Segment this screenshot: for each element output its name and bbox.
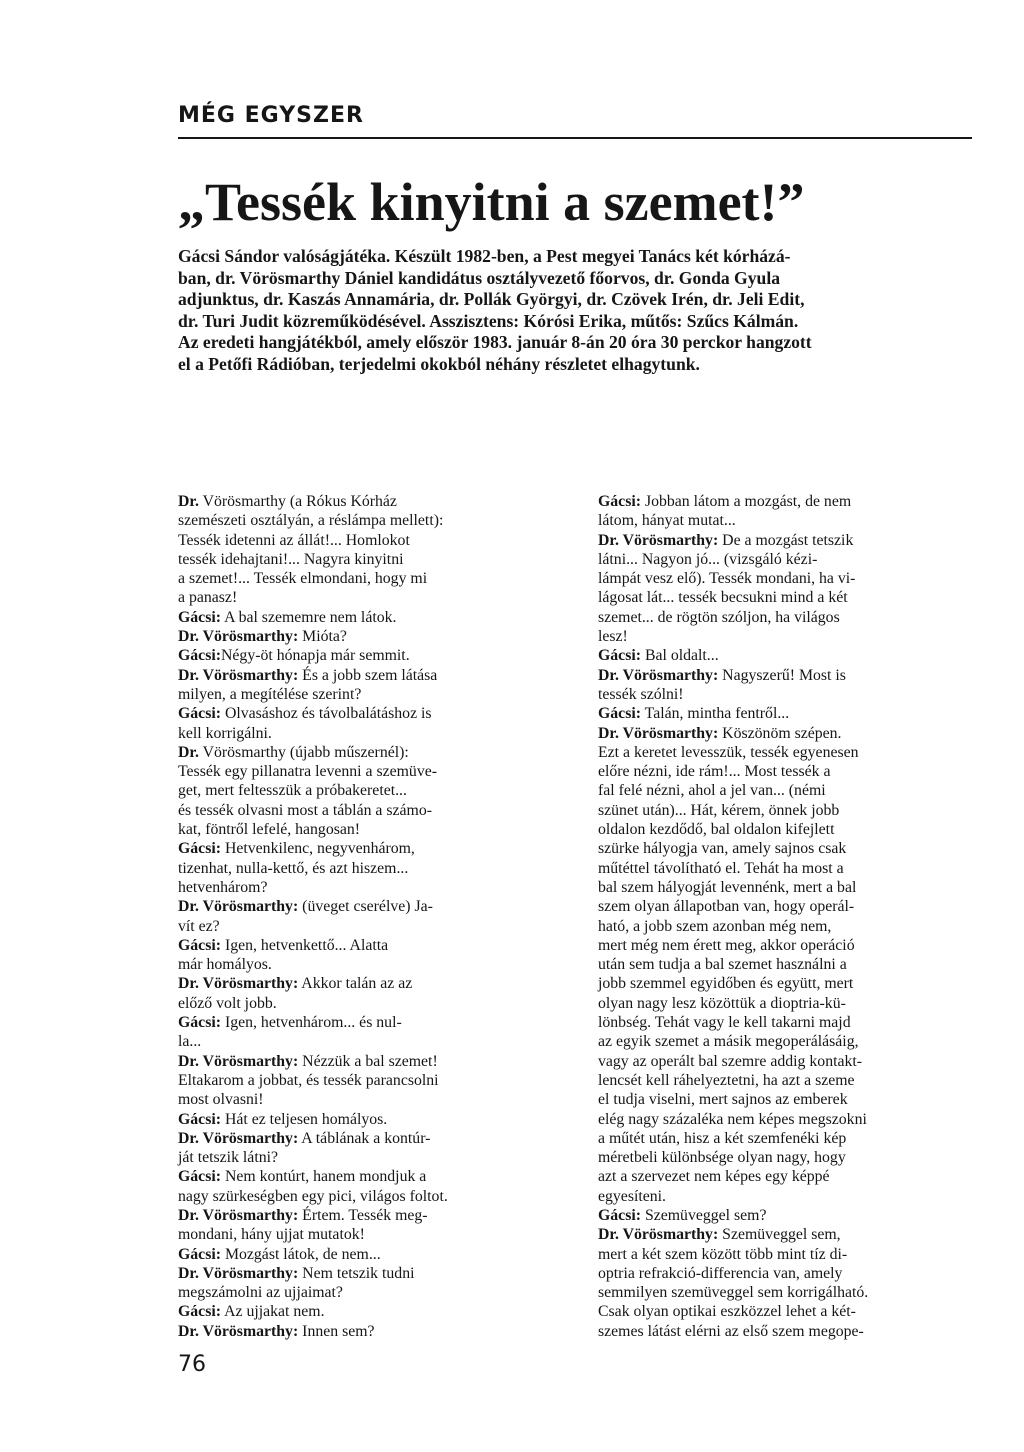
dialogue-line	[178, 646, 562, 665]
dialogue-line	[178, 974, 562, 993]
dialogue-text: Nem tetszik tudni	[298, 1264, 415, 1282]
heading-rule	[178, 137, 972, 139]
dialogue-line	[178, 608, 562, 627]
dialogue-text: kell korrigálni.	[178, 724, 272, 742]
dialogue-text: Mozgást látok, de nem...	[221, 1245, 381, 1263]
speaker-name: Gácsi:	[178, 608, 221, 626]
dialogue-text: És a jobb szem látása	[298, 666, 438, 684]
dialogue-text: lágosat lát... tessék becsukni mind a két	[598, 589, 848, 607]
dialogue-line	[598, 1052, 972, 1071]
dialogue-text: Hetvenkilenc, negyvenhárom,	[221, 840, 415, 858]
dialogue-line	[598, 762, 972, 781]
dialogue-line	[598, 704, 972, 723]
dialogue-line	[598, 955, 972, 974]
dialogue-text: A táblának a kontúr-	[298, 1129, 431, 1147]
dialogue-text: Nézzük a bal szemet!	[298, 1052, 438, 1070]
dialogue-line	[178, 1283, 562, 1302]
dialogue-line	[178, 1148, 562, 1167]
dialogue-text: fal felé nézni, ahol a jel van... (némi	[598, 782, 826, 800]
dialogue-line	[598, 1071, 972, 1090]
speaker-name: Dr. Vörösmarthy:	[178, 1322, 299, 1340]
dialogue-line	[178, 1187, 562, 1206]
dialogue-line	[178, 859, 562, 878]
speaker-name: Dr. Vörösmarthy:	[598, 1226, 719, 1244]
dialogue-line	[598, 1187, 972, 1206]
dialogue-line	[178, 724, 562, 743]
dialogue-text: mondani, hány ujjat mutatok!	[178, 1226, 365, 1244]
dialogue-line	[178, 1322, 562, 1341]
dialogue-line	[598, 1206, 972, 1225]
dialogue-text: Mióta?	[298, 628, 347, 646]
dialogue-text: Nem kontúrt, hanem mondjuk a	[221, 1168, 427, 1186]
dialogue-line	[178, 550, 562, 569]
dialogue-text: látni... Nagyon jó... (vizsgáló kézi-	[598, 550, 818, 568]
dialogue-line	[598, 685, 972, 704]
dialogue-line	[178, 936, 562, 955]
dialogue-text: Olvasáshoz és távolbalátáshoz is	[221, 705, 432, 723]
dialogue-text: műtéttel távolítható el. Tehát ha most a	[598, 859, 844, 877]
dialogue-line	[178, 666, 562, 685]
dialogue-text: szemészeti osztályán, a réslámpa mellett):	[178, 512, 444, 530]
dialogue-line	[598, 550, 972, 569]
dialogue-text: A bal szememre nem látok.	[221, 608, 397, 626]
dialogue-line	[598, 917, 972, 936]
intro-line: dr. Turi Judit közreműködésével. Asszisztens: Kórósi Erika, műtős: Szűcs Kálmán.	[178, 310, 799, 331]
dialogue-line	[598, 1110, 972, 1129]
dialogue-line	[598, 994, 972, 1013]
speaker-name: Gácsi:	[178, 705, 221, 723]
dialogue-line	[598, 743, 972, 762]
dialogue-text: Akkor talán az az	[298, 975, 413, 993]
dialogue-text: oldalon kezdődő, bal oldalon kifejlett	[598, 821, 835, 839]
intro-line: el a Petőfi Rádióban, terjedelmi okokból néhány részletet elhagytunk.	[178, 353, 700, 374]
dialogue-line	[598, 878, 972, 897]
dialogue-text: lönbség. Tehát vagy le kell takarni majd	[598, 1014, 851, 1032]
dialogue-text: ható, a jobb szem azonban még nem,	[598, 917, 832, 935]
dialogue-text: szemes látást elérni az első szem megope-	[598, 1322, 864, 1340]
speaker-name: Dr. Vörösmarthy:	[178, 666, 299, 684]
dialogue-text: Jobban látom a mozgást, de nem	[641, 493, 852, 510]
speaker-name: Gácsi:	[598, 493, 641, 510]
dialogue-line	[598, 1322, 972, 1341]
dialogue-line	[598, 1302, 972, 1321]
dialogue-text: az egyik szemet a másik megoperálásáig,	[598, 1033, 859, 1051]
speaker-name: Gácsi:	[598, 647, 641, 665]
dialogue-text: Vörösmarthy (a Rókus Kórház	[198, 493, 397, 510]
dialogue-line	[178, 1013, 562, 1032]
dialogue-line	[598, 1264, 972, 1283]
dialogue-line	[178, 511, 562, 530]
dialogue-text: Szemüveggel sem,	[718, 1226, 841, 1244]
dialogue-line	[598, 1245, 972, 1264]
dialogue-line	[178, 1090, 562, 1109]
dialogue-text: get, mert feltesszük a próbakeretet...	[178, 782, 407, 800]
dialogue-line	[598, 627, 972, 646]
dialogue-text: Bal oldalt...	[641, 647, 719, 665]
speaker-name: Gácsi:	[598, 1206, 641, 1224]
dialogue-text: Szemüveggel sem?	[641, 1206, 767, 1224]
dialogue-line	[598, 1167, 972, 1186]
speaker-name: Dr. Vörösmarthy:	[178, 1052, 299, 1070]
dialogue-text: méretbeli különbsége olyan nagy, hogy	[598, 1149, 846, 1167]
dialogue-text: Igen, hetvenkettő... Alatta	[221, 936, 389, 954]
dialogue-text: Értem. Tessék meg-	[298, 1206, 428, 1224]
intro-line: Gácsi Sándor valóságjátéka. Készült 1982-ben, a Pest megyei Tanács két kórházá-	[178, 246, 791, 266]
dialogue-line	[178, 781, 562, 800]
dialogue-line	[598, 936, 972, 955]
page-number: 76	[178, 1352, 206, 1377]
dialogue-line	[178, 531, 562, 550]
dialogue-line	[598, 820, 972, 839]
dialogue-text: olyan nagy lesz közöttük a dioptria-kü-	[598, 994, 846, 1012]
dialogue-text: ját tetszik látni?	[178, 1149, 279, 1167]
dialogue-text: Négy-öt hónapja már semmit.	[221, 647, 410, 665]
dialogue-text: semmilyen szemüveggel sem korrigálható.	[598, 1284, 869, 1302]
dialogue-text: megszámolni az ujjaimat?	[178, 1284, 343, 1302]
dialogue-text: jobb szemmel egyidőben és együtt, mert	[598, 975, 854, 993]
dialogue-line	[598, 801, 972, 820]
dialogue-line	[178, 897, 562, 916]
dialogue-line	[178, 917, 562, 936]
intro-line: ban, dr. Vörösmarthy Dániel kandidátus osztályvezető főorvos, dr. Gonda Gyula	[178, 267, 781, 288]
dialogue-line	[598, 1090, 972, 1109]
speaker-name: Dr. Vörösmarthy:	[598, 531, 719, 549]
intro-line: Az eredeti hangjátékból, amely először 1983. január 8-án 20 óra 30 perckor hangzott	[178, 332, 812, 353]
dialogue-line	[598, 1283, 972, 1302]
dialogue-line	[598, 1032, 972, 1051]
speaker-name: Gácsi:	[178, 1014, 221, 1032]
dialogue-text: Igen, hetvenhárom... és nul-	[221, 1014, 402, 1032]
dialogue-text: De a mozgást tetszik	[718, 531, 854, 549]
speaker-name: Dr.	[178, 493, 199, 510]
dialogue-line	[178, 492, 562, 511]
dialogue-line	[598, 511, 972, 530]
dialogue-line	[178, 1032, 562, 1051]
dialogue-line	[598, 492, 972, 511]
dialogue-text: Hát ez teljesen homályos.	[221, 1110, 388, 1128]
dialogue-line	[178, 1167, 562, 1186]
dialogue-line	[178, 839, 562, 858]
dialogue-text: és tessék olvasni most a táblán a számo-	[178, 801, 432, 819]
dialogue-text: Csak olyan optikai eszközzel lehet a két-	[598, 1303, 856, 1321]
dialogue-line	[598, 666, 972, 685]
dialogue-line	[178, 801, 562, 820]
dialogue-line	[178, 994, 562, 1013]
dialogue-line	[598, 608, 972, 627]
dialogue-text: látom, hányat mutat...	[598, 512, 736, 530]
dialogue-line	[598, 839, 972, 858]
dialogue-text: Tessék egy pillanatra levenni a szemüve-	[178, 763, 437, 781]
speaker-name: Dr.	[178, 743, 199, 761]
dialogue-text: tessék szólni!	[598, 685, 684, 703]
dialogue-text: mert még nem érett meg, akkor operáció	[598, 936, 855, 954]
dialogue-text: el tudja viselni, mert sajnos az emberek	[598, 1091, 848, 1109]
dialogue-text: Tessék idetenni az állát!... Homlokot	[178, 531, 410, 549]
dialogue-line	[598, 897, 972, 916]
dialogue-text: most olvasni!	[178, 1091, 264, 1109]
speaker-name: Dr. Vörösmarthy:	[598, 666, 719, 684]
dialogue-line	[178, 1225, 562, 1244]
dialogue-line	[178, 588, 562, 607]
dialogue-text: Vörösmarthy (újabb műszernél):	[198, 743, 409, 761]
dialogue-line	[178, 762, 562, 781]
dialogue-line	[178, 955, 562, 974]
dialogue-text: után sem tudja a bal szemet használni a	[598, 956, 847, 974]
dialogue-text: optria refrakció-differencia van, amely	[598, 1264, 843, 1282]
dialogue-text: szürke hályogja van, amely sajnos csak	[598, 840, 847, 858]
speaker-name: Gácsi:	[178, 840, 221, 858]
dialogue-line	[598, 646, 972, 665]
intro-line: adjunktus, dr. Kaszás Annamária, dr. Pollák Györgyi, dr. Czövek Irén, dr. Jeli Edit,	[178, 289, 805, 310]
dialogue-line	[598, 531, 972, 550]
dialogue-line	[598, 724, 972, 743]
dialogue-text: elég nagy százaléka nem képes megszokni	[598, 1110, 867, 1128]
speaker-name: Gácsi:	[178, 1303, 221, 1321]
dialogue-line	[598, 1129, 972, 1148]
speaker-name: Gácsi:	[178, 1245, 221, 1263]
dialogue-text: bal szem hályogját levennénk, mert a bal	[598, 878, 857, 896]
dialogue-text: lencsét kell ráhelyeztetni, ha azt a szeme	[598, 1071, 855, 1089]
dialogue-text: mert a két szem között több mint tíz di-	[598, 1245, 848, 1263]
speaker-name: Dr. Vörösmarthy:	[178, 628, 299, 646]
dialogue-text: vagy az operált bal szemre addig kontakt-	[598, 1052, 863, 1070]
dialogue-text: szünet után)... Hát, kérem, önnek jobb	[598, 801, 840, 819]
intro-paragraph	[178, 246, 972, 376]
dialogue-line	[178, 1245, 562, 1264]
dialogue-line	[178, 1071, 562, 1090]
dialogue-text: lesz!	[598, 628, 628, 646]
dialogue-line	[178, 1206, 562, 1225]
speaker-name: Dr. Vörösmarthy:	[178, 898, 299, 916]
speaker-name: Dr. Vörösmarthy:	[178, 975, 299, 993]
dialogue-text: Innen sem?	[298, 1322, 375, 1340]
dialogue-text: hetvenhárom?	[178, 878, 268, 896]
dialogue-text: a szemet!... Tessék elmondani, hogy mi	[178, 570, 428, 588]
dialogue-line	[598, 974, 972, 993]
dialogue-line	[178, 685, 562, 704]
dialogue-text: la...	[178, 1033, 202, 1051]
dialogue-text: Talán, mintha fentről...	[641, 705, 790, 723]
dialogue-line	[178, 878, 562, 897]
dialogue-text: a panasz!	[178, 589, 238, 607]
dialogue-text: azt a szervezet nem képes egy képpé	[598, 1168, 830, 1186]
speaker-name: Gácsi:	[178, 1168, 221, 1186]
dialogue-line	[178, 704, 562, 723]
dialogue-line	[178, 1302, 562, 1321]
speaker-name: Dr. Vörösmarthy:	[598, 724, 719, 742]
dialogue-line	[178, 1110, 562, 1129]
speaker-name: Dr. Vörösmarthy:	[178, 1264, 299, 1282]
dialogue-text: Eltakarom a jobbat, és tessék parancsolni	[178, 1071, 439, 1089]
dialogue-text: már homályos.	[178, 956, 272, 974]
dialogue-line	[598, 859, 972, 878]
dialogue-text: tizenhat, nulla-kettő, és azt hiszem...	[178, 859, 409, 877]
dialogue-text: kat, föntről lefelé, hangosan!	[178, 821, 361, 839]
dialogue-text: Az ujjakat nem.	[221, 1303, 325, 1321]
dialogue-line	[178, 1129, 562, 1148]
dialogue-text: nagy szürkeségben egy pici, világos foltot.	[178, 1187, 448, 1205]
speaker-name: Gácsi:	[598, 705, 641, 723]
dialogue-text: előző volt jobb.	[178, 994, 277, 1012]
dialogue-text: szemet... de rögtön szóljon, ha világos	[598, 608, 840, 626]
dialogue-line	[178, 1052, 562, 1071]
dialogue-column-left	[178, 492, 562, 1341]
dialogue-text: Ezt a keretet levesszük, tessék egyenesen	[598, 743, 859, 761]
dialogue-text: Nagyszerű! Most is	[718, 666, 846, 684]
speaker-name: Dr. Vörösmarthy:	[178, 1129, 299, 1147]
dialogue-line	[598, 781, 972, 800]
dialogue-line	[178, 1264, 562, 1283]
dialogue-text: lámpát vesz elő). Tessék mondani, ha vi-	[598, 570, 856, 588]
dialogue-line	[598, 1225, 972, 1244]
dialogue-line	[598, 569, 972, 588]
dialogue-text: tessék idehajtani!... Nagyra kinyitni	[178, 550, 404, 568]
article-title: „Tessék kinyitni a szemet!”	[178, 172, 805, 232]
dialogue-line	[178, 820, 562, 839]
section-heading: MÉG EGYSZER	[178, 103, 364, 128]
dialogue-column-right	[598, 492, 972, 1341]
dialogue-text: (üveget cserélve) Ja-	[298, 898, 433, 916]
dialogue-line	[598, 1013, 972, 1032]
dialogue-text: szem olyan állapotban van, hogy operál-	[598, 898, 855, 916]
speaker-name: Dr. Vörösmarthy:	[178, 1206, 299, 1224]
speaker-name: Gácsi:	[178, 647, 221, 665]
dialogue-line	[598, 588, 972, 607]
dialogue-text: Köszönöm szépen.	[718, 724, 842, 742]
dialogue-text: a műtét után, hisz a két szemfenéki kép	[598, 1129, 847, 1147]
dialogue-text: előre nézni, ide rám!... Most tessék a	[598, 763, 831, 781]
dialogue-line	[178, 627, 562, 646]
dialogue-line	[178, 743, 562, 762]
dialogue-line	[178, 569, 562, 588]
dialogue-line	[598, 1148, 972, 1167]
dialogue-text: milyen, a megítélése szerint?	[178, 685, 362, 703]
dialogue-text: egyesíteni.	[598, 1187, 666, 1205]
dialogue-text: vít ez?	[178, 917, 220, 935]
speaker-name: Gácsi:	[178, 1110, 221, 1128]
speaker-name: Gácsi:	[178, 936, 221, 954]
